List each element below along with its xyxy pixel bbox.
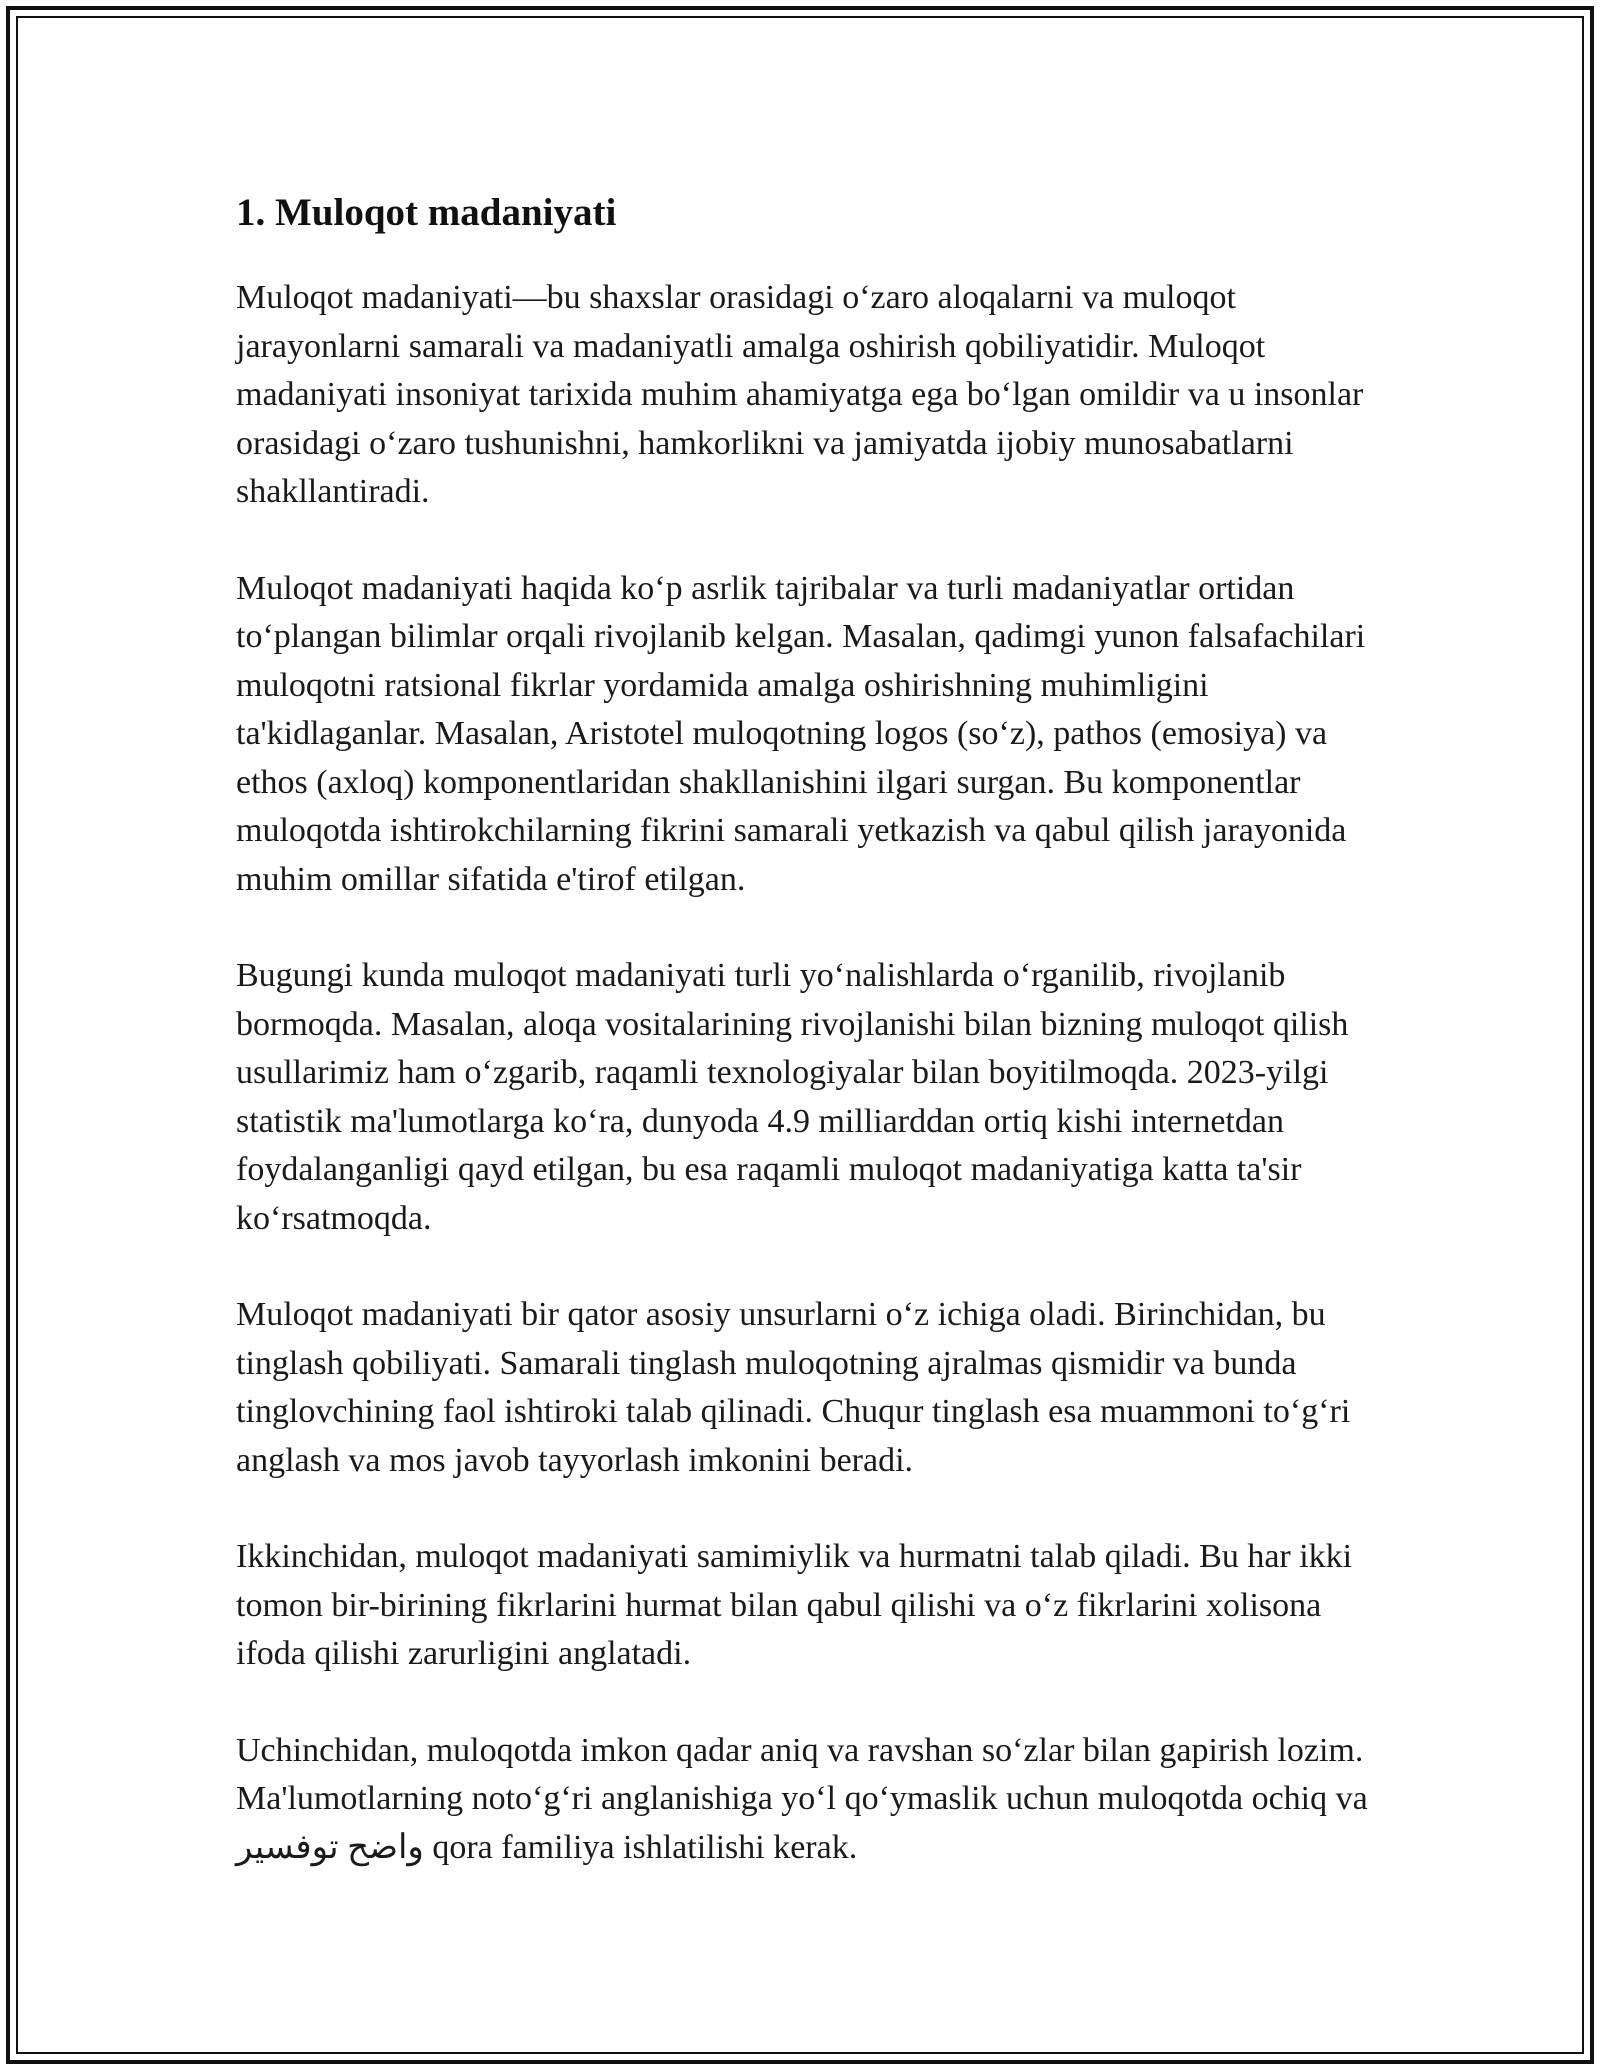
section-heading: 1. Muloqot madaniyati: [236, 191, 617, 234]
paragraph-1: Muloqot madaniyati—bu shaxslar orasidagi o‘zaro aloqalarni va muloqot jarayonlarni samarali va madaniyatli amalga oshirish qobiliyatidir. Muloqot madaniyati insoniyat tarixida muhim ahamiyatga ega bo‘lgan omildir va u insonlar orasidagi o‘zaro tushunishni, hamkorlikni va jamiyatda ijobiy munosabatlarni shakllantiradi.: [236, 279, 1364, 510]
paragraph-6: Uchinchidan, muloqotda imkon qadar aniq va ravshan so‘zlar bilan gapirish lozim. Ma'lumotlarning noto‘g‘ri anglanishiga yo‘l qo‘ymaslik uchun muloqotda ochiq va واضح توفسير qora familiya ishlatilishi kerak.: [236, 1731, 1368, 1866]
paragraph-5: Ikkinchidan, muloqot madaniyati samimiylik va hurmatni talab qiladi. Bu har ikki tomon bir-birining fikrlarini hurmat bilan qabul qilishi va o‘z fikrlarini xolisona ifoda qilishi zarurligini anglatadi.: [236, 1538, 1353, 1672]
paragraph-4: Muloqot madaniyati bir qator asosiy unsurlarni o‘z ichiga oladi. Birinchidan, bu tinglash qobiliyati. Samarali tinglash muloqotning ajralmas qismidir va bunda tinglovchining faol ishtiroki talab qilinadi. Chuqur tinglash esa muammoni to‘g‘ri anglash va mos javob tayyorlash imkonini beradi.: [236, 1296, 1351, 1479]
paragraph-2: Muloqot madaniyati haqida ko‘p asrlik tajribalar va turli madaniyatlar ortidan to‘plangan bilimlar orqali rivojlanib kelgan. Masalan, qadimgi yunon falsafachilari muloqotni ratsional fikrlar yordamida amalga oshirishning muhimligini ta'kidlaganlar. Masalan, Aristotel muloqotning logos (so‘z), pathos (emosiya) va ethos (axloq) komponentlaridan shakllanishini ilgari surgan. Bu komponentlar muloqotda ishtirokchilarning fikrini samarali yetkazish va qabul qilish jarayonida muhim omillar sifatida e'tirof etilgan.: [236, 569, 1366, 898]
paragraph-3: Bugungi kunda muloqot madaniyati turli yo‘nalishlarda o‘rganilib, rivojlanib bormoqda. Masalan, aloqa vositalarining rivojlanishi bilan bizning muloqot qilish usullarimiz ham o‘zgarib, raqamli texnologiyalar bilan boyitilmoqda. 2023-yilgi statistik ma'lumotlarga ko‘ra, dunyoda 4.9 milliarddan ortiq kishi internetdan foydalanganligi qayd etilgan, bu esa raqamli muloqot madaniyatiga katta ta'sir ko‘rsatmoqda.: [236, 957, 1349, 1237]
document-body: [236, 186, 1376, 1872]
